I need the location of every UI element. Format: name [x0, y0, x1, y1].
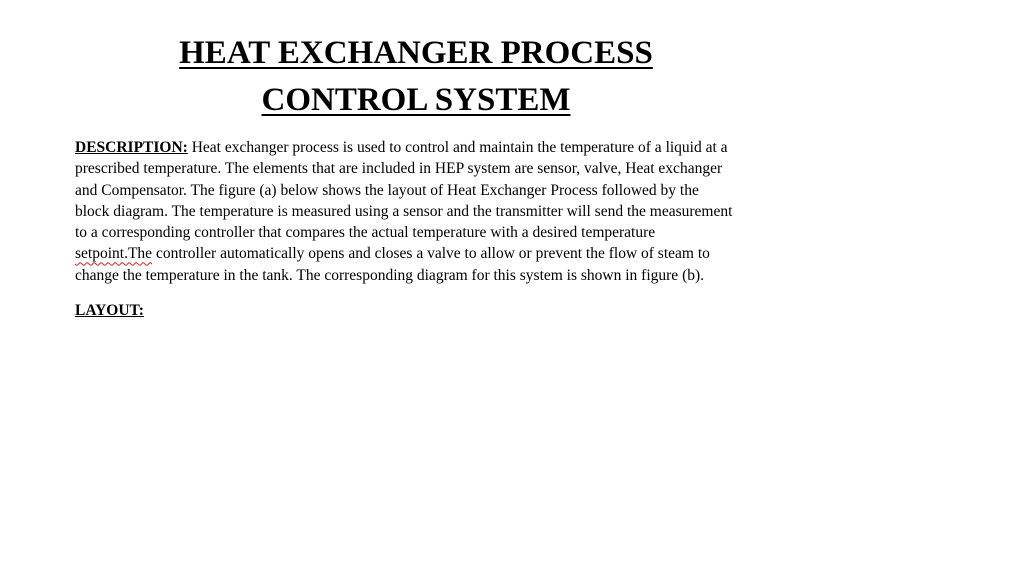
title-line-2: CONTROL SYSTEM [261, 82, 571, 118]
layout-heading: LAYOUT: [75, 302, 144, 319]
description-line-1 [75, 137, 760, 158]
description-line-3: and Compensator. The figure (a) below shows the layout of Heat Exchanger Process followed by the [75, 181, 699, 199]
description-text-6: controller automatically opens and closes a valve to allow or prevent the flow of steam to [152, 245, 710, 263]
description-line-6 [75, 243, 760, 264]
description-paragraph [75, 137, 760, 286]
description-line-2: prescribed temperature. The elements that are included in HEP system are sensor, valve, Heat exchanger [75, 160, 723, 178]
spellcheck-flagged-word[interactable]: setpoint.The [75, 245, 153, 263]
document-title [75, 30, 757, 124]
description-line-4: block diagram. The temperature is measured using a sensor and the transmitter will send the measurement [75, 202, 733, 220]
description-label: DESCRIPTION: [75, 139, 188, 156]
description-line-7: change the temperature in the tank. The corresponding diagram for this system is shown in figure (b). [75, 266, 705, 284]
title-line-1: HEAT EXCHANGER PROCESS [179, 35, 653, 71]
description-line-5: to a corresponding controller that compares the actual temperature with a desired temperature [75, 224, 656, 242]
description-text-1: Heat exchanger process is used to control and maintain the temperature of a liquid at a [187, 139, 728, 156]
